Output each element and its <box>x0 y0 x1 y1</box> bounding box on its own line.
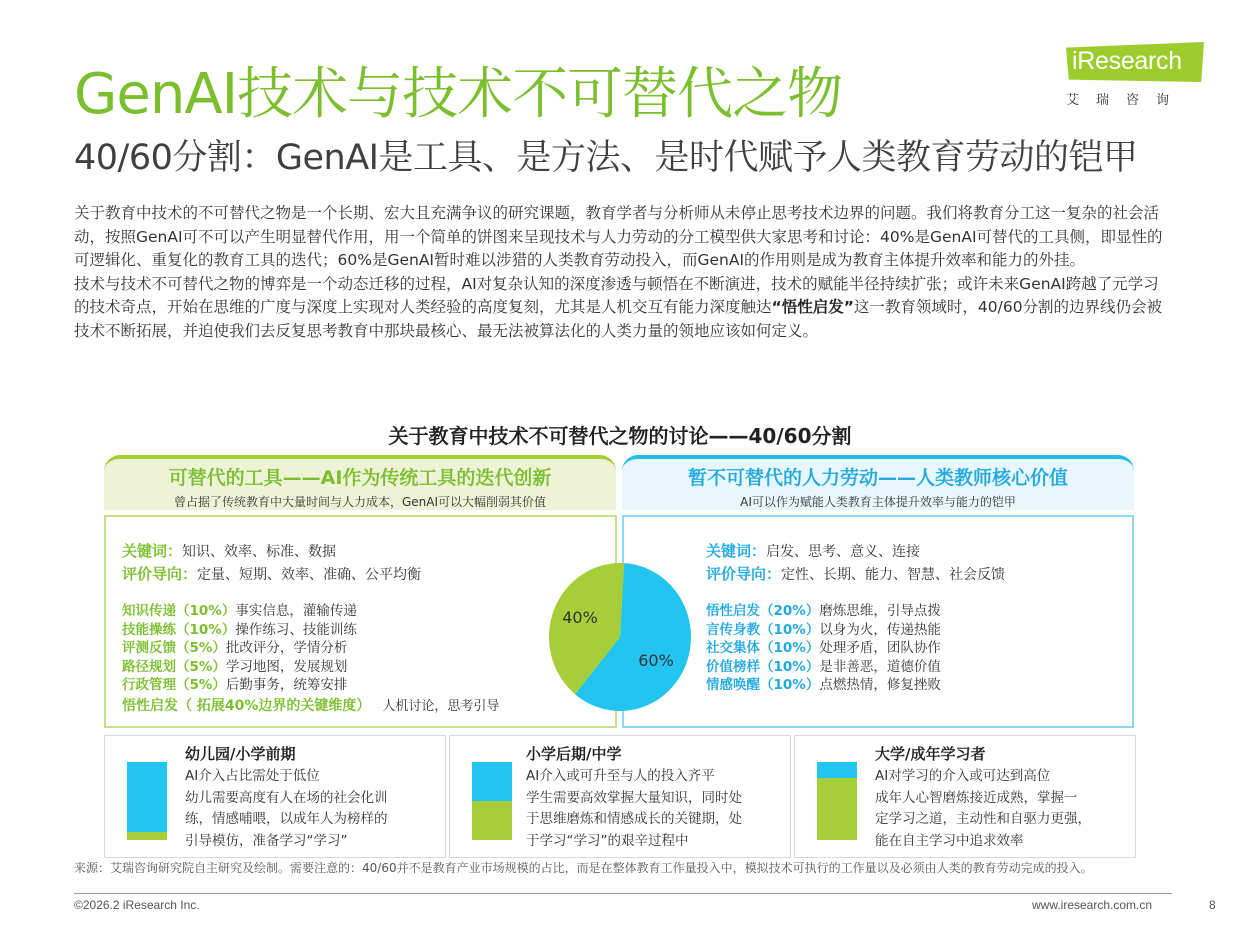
logo-brand-rest: Research <box>1077 47 1182 75</box>
intro-p2-part-a: 技术与技术不可替代之物的博弈是一个动态迁移的过程，AI对复杂认知的深度渗透与顿悟在不断演进，技术的赋能半径持续扩张；或许未来GenAI跨越了元学习的技术奇点，开始在思维的广度与深度上实现对人类经验的高度复刻，尤其是人机交互有能力深度触达 <box>74 274 1159 316</box>
page-subtitle: 40/60分割：GenAI是工具、是方法、是时代赋予人类教育劳动的铠甲 <box>74 138 1138 178</box>
left-item-value: （5%） <box>176 658 226 675</box>
right-item-desc: 点燃热情，修复挫败 <box>819 677 941 693</box>
stage-bar-early <box>127 762 167 840</box>
right-item-row <box>706 639 941 658</box>
left-item-value: （10%） <box>176 621 236 638</box>
stage-line: 于学习“学习”的艰辛过程中 <box>526 832 689 849</box>
right-item-value: （10%） <box>760 640 820 656</box>
left-item-label: 路径规划 <box>122 658 176 675</box>
stage-body-adult <box>875 766 1091 852</box>
left-item-desc: 事实信息，灌输传递 <box>235 603 357 619</box>
page-number: 8 <box>1209 898 1216 912</box>
left-item-row <box>122 658 499 677</box>
source-note: 来源：艾瑞咨询研究院自主研究及绘制。需要注意的：40/60并不是教育产业市场规模的占比，而是在整体教育工作量投入中，模拟技术可执行的工作量以及必须由人类的教育劳动完成的投入。 <box>74 861 1093 875</box>
right-item-desc: 以身为火，传递热能 <box>819 621 941 638</box>
left-item-label: 评测反馈 <box>122 640 176 656</box>
stage-bar-early-ai-fill <box>127 762 167 832</box>
left-item-value: （10%） <box>176 603 236 619</box>
footer-divider <box>74 893 1172 894</box>
right-item-label: 社交集体 <box>706 640 760 656</box>
right-header <box>622 455 1134 510</box>
left-item-row <box>122 639 499 658</box>
left-panel <box>104 515 617 728</box>
stage-line: 能在自主学习中追求效率 <box>875 832 1024 849</box>
left-eval-row <box>122 563 421 586</box>
right-item-value: （10%） <box>760 658 820 675</box>
left-item-label: 知识传递 <box>122 603 176 619</box>
right-keywords-row <box>706 540 1005 563</box>
right-items-list <box>706 602 941 695</box>
left-item-value: （5%） <box>176 677 226 693</box>
stage-line: 于思维磨炼和情感成长的关键期，处 <box>526 811 742 827</box>
stage-line: 幼儿需要高度有人在场的社会化训 <box>185 789 388 806</box>
right-header-subtitle: AI可以作为赋能人类教育主体提升效率与能力的铠甲 <box>740 495 1016 509</box>
right-item-value: （10%） <box>760 621 820 638</box>
stage-body-early <box>185 766 388 852</box>
stage-line: 定学习之道，主动性和自驱力更强， <box>875 811 1091 827</box>
left-keywords-value: 知识、效率、标准、数据 <box>182 544 337 560</box>
right-item-row <box>706 676 941 695</box>
right-eval-label: 评价导向： <box>706 565 782 583</box>
right-item-value: （10%） <box>760 677 820 693</box>
right-item-label: 价值榜样 <box>706 658 760 675</box>
left-keywords-block <box>122 540 421 586</box>
left-item-row-key <box>122 697 499 717</box>
stage-line: AI介入或可升至与人的投入齐平 <box>526 768 715 784</box>
left-keywords-label: 关键词： <box>122 542 183 560</box>
stage-title-early: 幼儿园/小学前期 <box>185 745 296 763</box>
stage-line: 练，情感哺喂，以成年人为榜样的 <box>185 811 388 827</box>
left-item-value: （5%） <box>176 640 226 656</box>
left-item-label: 行政管理 <box>122 677 176 693</box>
left-eval-label: 评价导向： <box>122 565 198 583</box>
right-item-label: 言传身教 <box>706 621 760 638</box>
pie-label-human: 60% <box>638 651 674 670</box>
right-item-desc: 处理矛盾，团队协作 <box>819 640 941 656</box>
stage-card-middle <box>449 735 791 858</box>
right-item-desc: 磨炼思维，引导点拨 <box>819 603 941 619</box>
stage-line: AI对学习的介入或可达到高位 <box>875 768 1051 784</box>
stage-body-middle <box>526 766 742 852</box>
left-header-subtitle: 曾占据了传统教育中大量时间与人力成本，GenAI可以大幅削弱其价值 <box>173 495 547 509</box>
page-title: GenAI技术与技术不可替代之物 <box>74 62 843 127</box>
logo-brand-i: i <box>1072 47 1078 75</box>
stage-line: AI介入占比需处于低位 <box>185 768 320 784</box>
footer-copyright: ©2026.2 iResearch Inc. <box>74 898 200 912</box>
stage-line: 成年人心智磨炼接近成熟，掌握一 <box>875 789 1078 806</box>
stage-title-adult: 大学/成年学习者 <box>875 745 986 763</box>
iresearch-logo <box>1066 42 1206 108</box>
stage-card-adult <box>794 735 1136 858</box>
left-key-item-label: 悟性启发（ 拓展40%边界的关键维度） <box>122 697 371 714</box>
right-keywords-block <box>706 540 1005 586</box>
footer-website: www.iresearch.com.cn <box>1032 898 1153 912</box>
stage-line: 学生需要高效掌握大量知识，同时处 <box>526 789 742 806</box>
logo-brand-text <box>1072 47 1182 76</box>
stage-card-early <box>104 735 446 858</box>
left-items-list <box>122 602 499 716</box>
intro-paragraph-2 <box>74 273 1169 344</box>
right-keywords-label: 关键词： <box>706 542 767 560</box>
right-item-row <box>706 602 941 621</box>
right-header-title: 暂不可替代的人力劳动——人类教师核心价值 <box>687 467 1068 489</box>
left-eval-value: 定量、短期、效率、准确、公平均衡 <box>197 567 422 583</box>
intro-p2-part-b: 这一教育领域时，40/60分割的边界线仍会被技术不断拓展，并迫使我们去反复思考教育中那块最核心、最无法被算法化的人类力量的领地应该如何定义。 <box>74 298 1163 340</box>
left-key-item-desc: 人机讨论，思考引导 <box>382 698 500 714</box>
right-eval-row <box>706 563 1005 586</box>
right-item-label: 悟性启发 <box>706 603 760 619</box>
left-header <box>104 455 616 510</box>
left-item-row <box>122 676 499 695</box>
intro-text <box>74 202 1169 343</box>
left-item-row <box>122 621 499 640</box>
right-panel <box>622 515 1134 728</box>
stage-bar-middle-ai-fill <box>472 762 512 801</box>
intro-paragraph-1: 关于教育中技术的不可替代之物是一个长期、宏大且充满争议的研究课题，教育学者与分析师从未停止思考技术边界的问题。我们将教育分工这一复杂的社会活动，按照GenAI可不可以产生明显替代作用，用一个简单的饼图来呈现技术与人力劳动的分工模型供大家思考和讨论：40%是GenAI可替代的工具侧，即显性的可逻辑化、重复化的教育工具的迭代；60%是GenAI暂时难以涉猎的人类教育劳动投入，而GenAI的作用则是成为教育主体提升效率和能力的外挂。 <box>74 204 1163 269</box>
stage-line: 引导模仿，准备学习“学习” <box>185 832 348 849</box>
stage-title-middle: 小学后期/中学 <box>526 745 622 763</box>
left-item-desc: 操作练习、技能训练 <box>235 621 357 638</box>
stage-bar-adult <box>817 762 857 840</box>
right-item-value: （20%） <box>760 603 820 619</box>
split-pie-chart <box>548 562 692 712</box>
intro-p2-bold: “悟性启发” <box>771 298 854 316</box>
right-item-desc: 是非善恶，道德价值 <box>819 658 941 675</box>
left-item-desc: 学习地图，发展规划 <box>225 658 348 675</box>
left-header-title: 可替代的工具——AI作为传统工具的迭代创新 <box>168 467 552 489</box>
section-title: 关于教育中技术不可替代之物的讨论——40/60分割 <box>388 424 852 448</box>
right-item-row <box>706 658 941 677</box>
left-item-label: 技能操练 <box>122 621 176 638</box>
right-keywords-value: 启发、思考、意义、连接 <box>766 544 921 560</box>
stage-bar-adult-ai-fill <box>817 762 857 778</box>
left-item-desc: 批改评分，学情分析 <box>225 640 348 656</box>
stage-bar-middle <box>472 762 512 840</box>
logo-sub-text: 艾瑞咨询 <box>1066 93 1187 108</box>
left-item-row <box>122 602 499 621</box>
left-item-desc: 后勤事务，统筹安排 <box>225 677 348 693</box>
right-eval-value: 定性、长期、能力、智慧、社会反馈 <box>781 567 1006 583</box>
right-item-label: 情感唤醒 <box>706 677 760 693</box>
left-keywords-row <box>122 540 421 563</box>
right-item-row <box>706 621 941 640</box>
pie-label-tool: 40% <box>562 608 598 627</box>
